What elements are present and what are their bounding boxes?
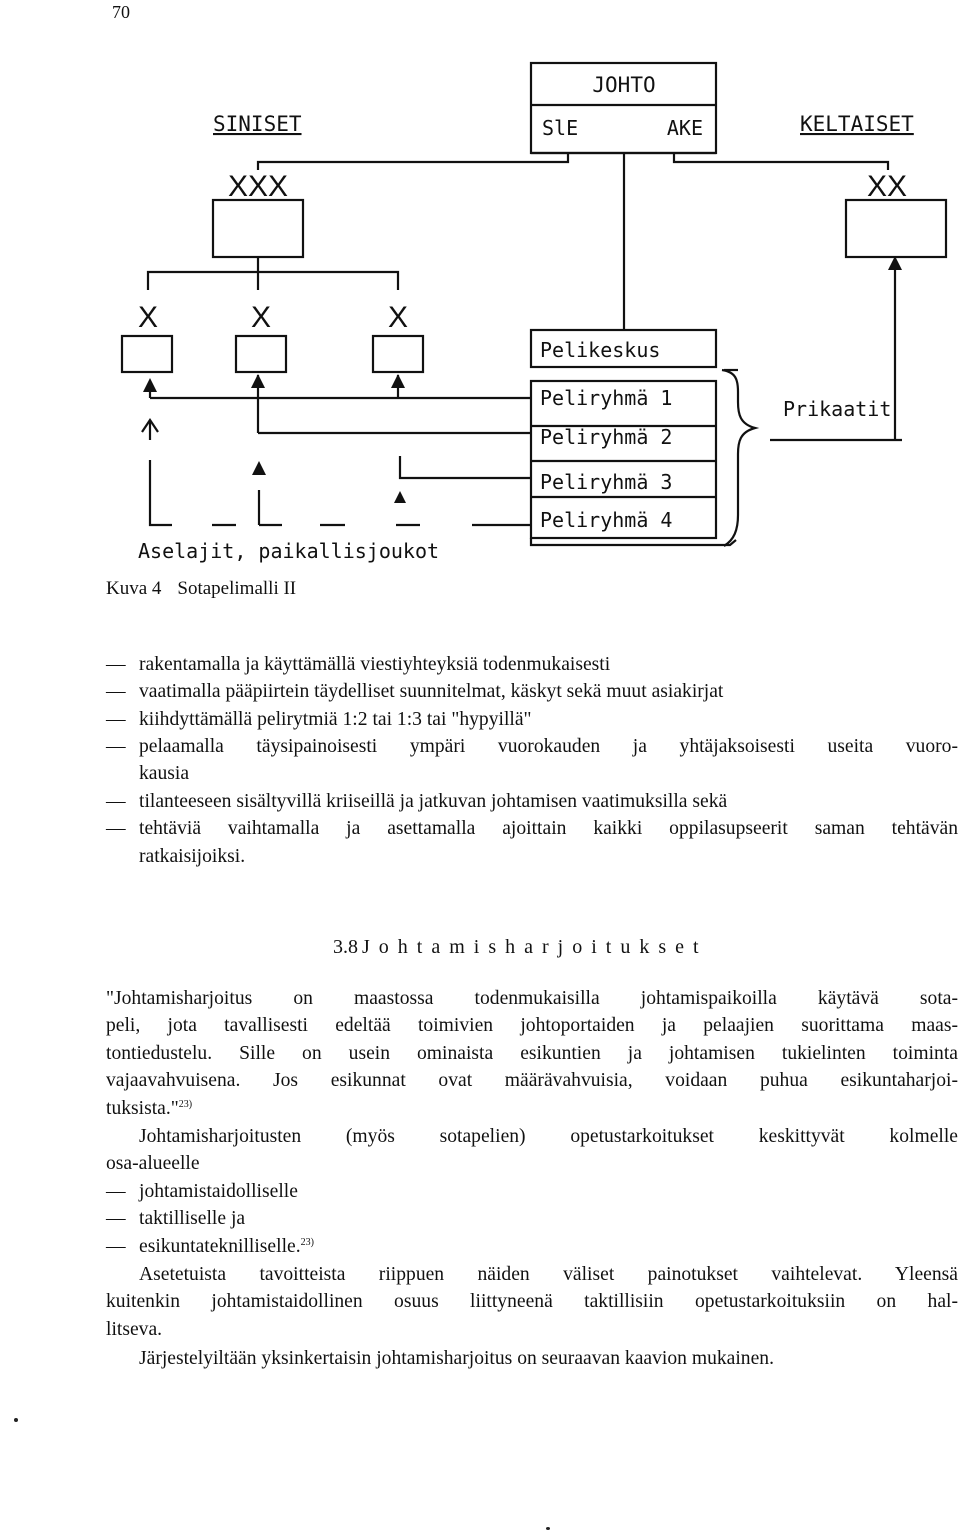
figure-number: Kuva 4 bbox=[106, 578, 162, 599]
list-item-5: tilanteeseen sisältyvillä kriiseillä ja jatkuvan johtamisen vaatimuksilla sekä bbox=[139, 791, 728, 812]
blue-brigade-mark-1: X bbox=[137, 301, 159, 334]
para3-line-1: Asetetuista tavoitteista riippuen näiden väliset painotukset vaihtelevat. Yleensä bbox=[139, 1264, 958, 1285]
quote-line-3: tontiedustelu. Sille on usein ominaista esikuntien ja johtamisen tukielinten toiminta bbox=[106, 1043, 958, 1064]
list-item-1: rakentamalla ja käyttämällä viestiyhteyksiä todenmukaisesti bbox=[139, 654, 611, 675]
blue-division-box bbox=[213, 200, 303, 257]
list-item: — bbox=[106, 654, 126, 675]
command-left-label: SlE bbox=[542, 116, 579, 140]
command-right-label: AKE bbox=[666, 116, 703, 140]
blue-brigade-box-3 bbox=[373, 336, 423, 372]
connector-command-yellow bbox=[674, 153, 888, 170]
figure-title: Sotapelimalli II bbox=[177, 578, 297, 599]
page-number: 70 bbox=[112, 2, 130, 22]
quote-line-2: peli, jota tavallisesti edeltää toimivien johtoportaiden ja pelaajien suorittama maas- bbox=[106, 1015, 958, 1036]
para2-item-3-text: esikuntateknilliselle. bbox=[139, 1236, 301, 1257]
quote-end: tuksista." bbox=[106, 1098, 179, 1119]
yellow-division-box bbox=[846, 200, 946, 257]
list-dash: — bbox=[106, 818, 126, 839]
para2-line-1: Johtamisharjoitusten (myös sotapelien) opetustarkoitukset keskittyvät kolmelle bbox=[139, 1126, 958, 1147]
para4-line-1: Järjestelyiltään yksinkertaisin johtamisharjoitus on seuraavan kaavion mukainen. bbox=[139, 1348, 774, 1369]
connector-command-blue bbox=[258, 153, 568, 170]
quote-line-1: "Johtamisharjoitus on maastossa todenmukaisilla johtamispaikoilla käytävä sota- bbox=[106, 988, 958, 1009]
para2-item-1: johtamistaidolliselle bbox=[139, 1181, 298, 1202]
scan-speck bbox=[14, 1418, 18, 1422]
blue-brigade-mark-2: X bbox=[250, 301, 272, 334]
quote-line-5 bbox=[106, 1098, 192, 1120]
blue-brigade-box-2 bbox=[236, 336, 286, 372]
feature-list bbox=[106, 654, 958, 884]
player-group-1: Peliryhmä 1 bbox=[540, 386, 673, 410]
paragraph-4 bbox=[106, 1348, 958, 1376]
player-group-2: Peliryhmä 2 bbox=[540, 425, 673, 449]
list-item-6-line-1: tehtäviä vaihtamalla ja asettamalla ajoittain kaikki oppilasupseerit saman tehtävän bbox=[139, 818, 958, 839]
command-title: JOHTO bbox=[592, 73, 656, 97]
support-line-left bbox=[150, 460, 172, 525]
yellow-side-label: KELTAISET bbox=[800, 112, 914, 136]
blue-division-mark: XXX bbox=[227, 170, 289, 203]
list-item-6-line-2: ratkaisijoiksi. bbox=[139, 846, 246, 867]
para2-item-2: taktilliselle ja bbox=[139, 1208, 246, 1229]
brigades-label: Prikaatit bbox=[783, 397, 892, 421]
list-item-3: kiihdyttämällä pelirytmiä 1:2 tai 1:3 tai "hypyillä" bbox=[139, 709, 532, 730]
yellow-division-mark: XX bbox=[866, 170, 908, 203]
list-item-2: vaatimalla pääpiirtein täydelliset suunnitelmat, käskyt sekä muut asiakirjat bbox=[139, 681, 724, 702]
para2-line-2: osa-alueelle bbox=[106, 1153, 200, 1174]
list-item-4-line-2: kausia bbox=[139, 763, 190, 784]
paragraph-2 bbox=[106, 1126, 958, 1261]
list-dash: — bbox=[106, 1181, 126, 1202]
para3-line-2: kuitenkin johtamistaidollinen osuus liittyneenä taktillisiin opetustarkoituksiin on hal- bbox=[106, 1291, 958, 1312]
scan-speck bbox=[546, 1527, 550, 1530]
war-game-model-diagram bbox=[0, 0, 960, 570]
list-dash: — bbox=[106, 1236, 126, 1257]
blue-brigade-bar bbox=[148, 272, 398, 290]
blue-brigade-mark-3: X bbox=[387, 301, 409, 334]
list-dash: — bbox=[106, 709, 126, 730]
support-label: Aselajit, paikallisjoukot bbox=[138, 539, 440, 563]
player-group-4: Peliryhmä 4 bbox=[540, 508, 673, 532]
quote-line-4: vajaavahvuisena. Jos esikunnat ovat määrävahvuisia, voidaan puhua esikuntaharjoi- bbox=[106, 1070, 958, 1091]
section-title: Johtamisharjoitukset bbox=[362, 936, 708, 958]
paragraph-3 bbox=[106, 1264, 958, 1346]
list-dash: — bbox=[106, 1208, 126, 1229]
section-number: 3.8 bbox=[333, 936, 358, 958]
section-heading bbox=[333, 936, 708, 959]
blue-side-label: SINISET bbox=[213, 112, 302, 136]
player-group-3: Peliryhmä 3 bbox=[540, 470, 673, 494]
list-dash: — bbox=[106, 681, 126, 702]
para2-item-3 bbox=[139, 1236, 314, 1258]
list-item-4-line-1: pelaamalla täysipainoisesti ympäri vuorokauden ja yhtäjaksoisesti useita vuoro- bbox=[139, 736, 958, 757]
list-dash: — bbox=[106, 736, 126, 757]
footnote-ref: 23) bbox=[300, 1237, 314, 1248]
footnote-ref: 23) bbox=[178, 1099, 193, 1110]
figure-caption bbox=[106, 578, 296, 600]
list-dash: — bbox=[106, 791, 126, 812]
game-center-label: Pelikeskus bbox=[540, 338, 661, 362]
groups-brace bbox=[722, 370, 755, 546]
quote-paragraph bbox=[106, 988, 958, 1128]
para3-line-3: litseva. bbox=[106, 1319, 163, 1340]
blue-brigade-box-1 bbox=[122, 336, 172, 372]
